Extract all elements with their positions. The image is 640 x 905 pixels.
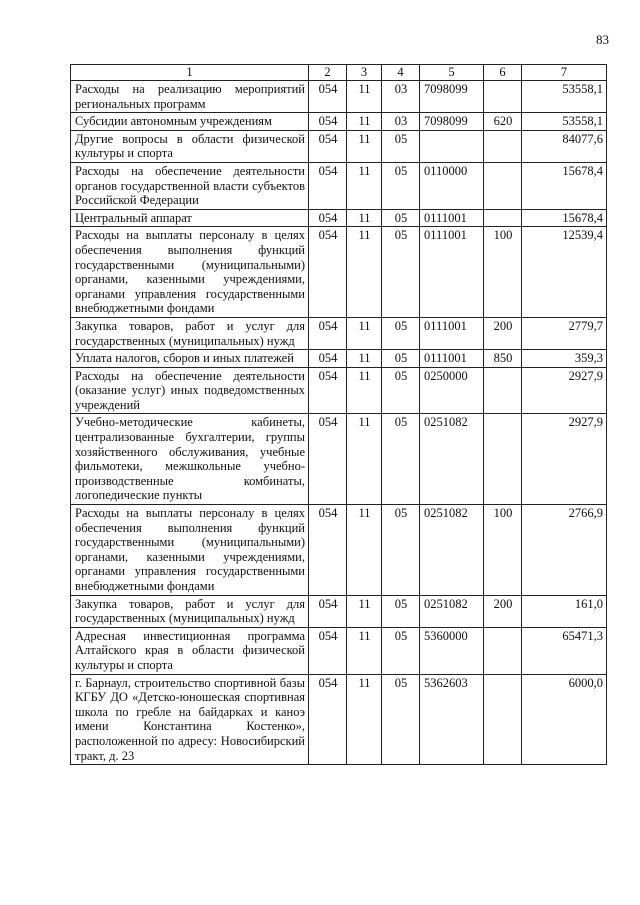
table-row — [71, 227, 607, 318]
amount-cell: 161,0 — [522, 595, 607, 627]
expense-type-cell — [484, 130, 522, 162]
target-article-cell — [420, 130, 484, 162]
table-row — [71, 209, 607, 227]
column-header: 1 — [71, 65, 309, 81]
section-code-cell: 11 — [347, 674, 382, 765]
table-row — [71, 81, 607, 113]
column-header: 6 — [484, 65, 522, 81]
row-name-cell: Расходы на реализацию мероприятий региональных программ — [71, 81, 309, 113]
table-row — [71, 130, 607, 162]
row-name-cell: Закупка товаров, работ и услуг для государственных (муниципальных) нужд — [71, 317, 309, 349]
target-article-cell: 7098099 — [420, 113, 484, 131]
row-name-cell: Адресная инвестиционная программа Алтайского края в области физической культуры и спорта — [71, 627, 309, 674]
subsection-code-cell: 05 — [382, 414, 420, 505]
column-header: 2 — [309, 65, 347, 81]
expense-type-cell: 100 — [484, 505, 522, 596]
amount-cell: 2927,9 — [522, 414, 607, 505]
section-code-cell: 11 — [347, 81, 382, 113]
column-header: 5 — [420, 65, 484, 81]
target-article-cell: 0111001 — [420, 350, 484, 368]
subsection-code-cell: 05 — [382, 674, 420, 765]
subsection-code-cell: 05 — [382, 227, 420, 318]
amount-cell: 65471,3 — [522, 627, 607, 674]
expense-type-cell — [484, 209, 522, 227]
column-header: 4 — [382, 65, 420, 81]
amount-cell: 6000,0 — [522, 674, 607, 765]
table-header-row — [71, 65, 607, 81]
section-code-cell: 11 — [347, 595, 382, 627]
expense-type-cell — [484, 367, 522, 414]
table-row — [71, 113, 607, 131]
amount-cell: 53558,1 — [522, 113, 607, 131]
expense-type-cell — [484, 81, 522, 113]
ministry-code-cell: 054 — [309, 505, 347, 596]
section-code-cell: 11 — [347, 113, 382, 131]
amount-cell: 2766,9 — [522, 505, 607, 596]
column-header: 3 — [347, 65, 382, 81]
section-code-cell: 11 — [347, 367, 382, 414]
ministry-code-cell: 054 — [309, 414, 347, 505]
page-number: 83 — [596, 32, 609, 47]
target-article-cell: 0251082 — [420, 595, 484, 627]
subsection-code-cell: 05 — [382, 209, 420, 227]
subsection-code-cell: 03 — [382, 81, 420, 113]
expense-type-cell: 200 — [484, 317, 522, 349]
ministry-code-cell: 054 — [309, 81, 347, 113]
row-name-cell: г. Барнаул, строительство спортивной базы КГБУ ДО «Детско-юношеская спортивная школа по гребле на байдарках и каноэ имени Константина Костенко», расположенной по адресу: Новосибирский тракт, д. 23 — [71, 674, 309, 765]
expense-type-cell: 850 — [484, 350, 522, 368]
table-row — [71, 627, 607, 674]
section-code-cell: 11 — [347, 627, 382, 674]
ministry-code-cell: 054 — [309, 130, 347, 162]
ministry-code-cell: 054 — [309, 674, 347, 765]
amount-cell: 53558,1 — [522, 81, 607, 113]
section-code-cell: 11 — [347, 350, 382, 368]
subsection-code-cell: 05 — [382, 130, 420, 162]
table-row — [71, 162, 607, 209]
section-code-cell: 11 — [347, 505, 382, 596]
table-row — [71, 350, 607, 368]
subsection-code-cell: 03 — [382, 113, 420, 131]
table-body — [71, 81, 607, 765]
amount-cell: 15678,4 — [522, 209, 607, 227]
ministry-code-cell: 054 — [309, 209, 347, 227]
subsection-code-cell: 05 — [382, 505, 420, 596]
row-name-cell: Центральный аппарат — [71, 209, 309, 227]
row-name-cell: Субсидии автономным учреждениям — [71, 113, 309, 131]
section-code-cell: 11 — [347, 209, 382, 227]
table-row — [71, 317, 607, 349]
expense-type-cell — [484, 414, 522, 505]
expense-type-cell — [484, 674, 522, 765]
target-article-cell: 0111001 — [420, 317, 484, 349]
expense-type-cell — [484, 162, 522, 209]
ministry-code-cell: 054 — [309, 113, 347, 131]
ministry-code-cell: 054 — [309, 227, 347, 318]
ministry-code-cell: 054 — [309, 317, 347, 349]
target-article-cell: 0110000 — [420, 162, 484, 209]
subsection-code-cell: 05 — [382, 595, 420, 627]
subsection-code-cell: 05 — [382, 627, 420, 674]
row-name-cell: Другие вопросы в области физической культуры и спорта — [71, 130, 309, 162]
subsection-code-cell: 05 — [382, 367, 420, 414]
section-code-cell: 11 — [347, 162, 382, 209]
subsection-code-cell: 05 — [382, 162, 420, 209]
ministry-code-cell: 054 — [309, 162, 347, 209]
target-article-cell: 5362603 — [420, 674, 484, 765]
amount-cell: 359,3 — [522, 350, 607, 368]
expense-type-cell — [484, 627, 522, 674]
expense-type-cell: 100 — [484, 227, 522, 318]
subsection-code-cell: 05 — [382, 350, 420, 368]
ministry-code-cell: 054 — [309, 595, 347, 627]
target-article-cell: 0251082 — [420, 505, 484, 596]
ministry-code-cell: 054 — [309, 367, 347, 414]
row-name-cell: Расходы на обеспечение деятельности (оказание услуг) иных подведомственных учреждений — [71, 367, 309, 414]
row-name-cell: Расходы на выплаты персоналу в целях обеспечения выполнения функций государственными (муниципальными) органами, казенными учреждениями, органами управления государственными внебюджетными фондами — [71, 227, 309, 318]
table-row — [71, 505, 607, 596]
target-article-cell: 0250000 — [420, 367, 484, 414]
row-name-cell: Учебно-методические кабинеты, централизованные бухгалтерии, группы хозяйственного обслуживания, учебные фильмотеки, межшкольные учебно-производственные комбинаты, логопедические пункты — [71, 414, 309, 505]
target-article-cell: 0111001 — [420, 209, 484, 227]
amount-cell: 2779,7 — [522, 317, 607, 349]
column-header: 7 — [522, 65, 607, 81]
table-row — [71, 367, 607, 414]
section-code-cell: 11 — [347, 414, 382, 505]
amount-cell: 15678,4 — [522, 162, 607, 209]
subsection-code-cell: 05 — [382, 317, 420, 349]
amount-cell: 2927,9 — [522, 367, 607, 414]
row-name-cell: Расходы на выплаты персоналу в целях обеспечения выполнения функций государственными (муниципальными) органами, казенными учреждениями, органами управления государственными внебюджетными фондами — [71, 505, 309, 596]
target-article-cell: 0111001 — [420, 227, 484, 318]
table-row — [71, 414, 607, 505]
amount-cell: 84077,6 — [522, 130, 607, 162]
target-article-cell: 7098099 — [420, 81, 484, 113]
table-row — [71, 674, 607, 765]
section-code-cell: 11 — [347, 227, 382, 318]
amount-cell: 12539,4 — [522, 227, 607, 318]
table-row — [71, 595, 607, 627]
ministry-code-cell: 054 — [309, 627, 347, 674]
budget-table — [70, 64, 607, 765]
row-name-cell: Закупка товаров, работ и услуг для государственных (муниципальных) нужд — [71, 595, 309, 627]
target-article-cell: 5360000 — [420, 627, 484, 674]
row-name-cell: Уплата налогов, сборов и иных платежей — [71, 350, 309, 368]
row-name-cell: Расходы на обеспечение деятельности органов государственной власти субъектов Российской Федерации — [71, 162, 309, 209]
ministry-code-cell: 054 — [309, 350, 347, 368]
target-article-cell: 0251082 — [420, 414, 484, 505]
expense-type-cell: 200 — [484, 595, 522, 627]
expense-type-cell: 620 — [484, 113, 522, 131]
section-code-cell: 11 — [347, 130, 382, 162]
section-code-cell: 11 — [347, 317, 382, 349]
